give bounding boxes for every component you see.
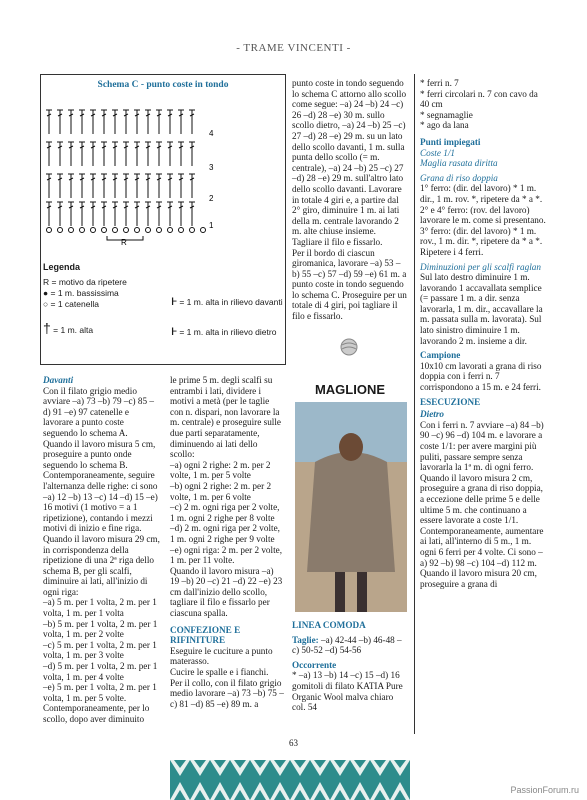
legend-slip-stitch: ● = 1 m. bassissima [43,288,119,298]
schema-c [43,80,283,255]
row-number: 1 [209,221,214,230]
legend [43,262,283,357]
repeat-label: R [121,238,127,247]
yarn-ball-icon [340,338,358,361]
filled-dot-icon: ● [43,288,49,298]
column-confezione [170,375,284,709]
taglie-label: Taglie: [292,634,319,645]
legend-double-crochet: † = 1 m. alta [43,320,94,336]
list-item: * ferri circolari n. 7 con cavo da 40 cm [420,88,538,110]
grana-row: 1° ferro: (dir. del lavoro) * 1 m. dir., 1 m. rov. *, ripetere da * a *. [420,183,543,204]
grana-row: Ripetere i 4 ferri. [420,246,484,257]
grana-row: 2° e 4° ferro: (rov. del lavoro) lavorare le m. come si presentano. [420,204,546,226]
esecuzione-heading: ESECUZIONE [420,396,481,407]
dietro-label: Dietro [420,409,444,420]
campione-heading: Campione [420,350,461,361]
paragraph: –c) 5 m. per 1 volta, 2 m. per 1 volta, 1 m. per 3 volte [43,639,157,661]
paragraph: Cucire le spalle e i fianchi. [170,667,269,678]
grana-row: 3° ferro: (dir. del lavoro) * 1 m. rov., 1 m. dir. *, ripetere da * a *. [420,225,543,247]
column-maglione-info [292,620,408,713]
page-number: 63 [289,738,298,748]
watermark: PassionForum.ru [510,785,579,795]
paragraph: le prime 5 m. degli scalfi su entrambi i lati, dividere i motivi a metà (per le taglie con n. dispari, non lavorare la m. centrale) e proseguire sulle due parti separatamente, diminuendo ai lati dello scollo: [170,375,281,460]
paragraph: –e) ogni riga: 2 m. per 2 volte, 1 m. per 11 volte. [170,544,283,566]
row-number: 4 [209,129,214,138]
back-post-icon: ⱶ [171,322,177,338]
column-collo [292,78,408,322]
paragraph: Quando il lavoro misura 5 cm, proseguire a punto onde seguendo lo schema B. [43,438,156,470]
right-rule [414,74,415,734]
paragraph: –a) 5 m. per 1 volta, 2 m. per 1 volta, 1 m. per 1 volta [43,597,157,619]
row-number: 2 [209,194,214,203]
dietro-text: Quando il lavoro misura 2 cm, proseguire a grana di riso doppia, a eccezione delle prime 5 e delle ultime 5 m. che continuano a essere lavorate a coste 1/1. Contemporaneamente, aumentare ai lati, all'interno di 5 m., 1 m. ogni 6 ferri per 4 volte. Ci sono –a) 92 –b) 98 –c) 104 –d) 112 m. [420,472,544,568]
davanti-heading: Davanti [43,375,74,385]
paragraph: punto coste in tondo seguendo lo schema C attorno allo scollo come segue: –a) 24 –b) 24 –c) 26 –d) 28 –e) 30 m. sullo scollo dietro, –a) 24 –b) 25 –c) 27 –d) 28 –e) 29 m. su un lato dello scollo davanti, 1 m. sulla punta dello scollo (= m. centrale), –a) 24 –b) 25 –c) 27 –d) 28 –e) 29 m. sull'altro lato dello scollo davanti. Lavorare in totale 4 giri e, a partire dal 2° giro, diminuire 1 m. ai lati della m. centrale lavorando 2 m. alte chiuse insieme. Tagliare il filo e fissarlo. [292,78,407,247]
paragraph: Con il filato grigio medio avviare –a) 73 –b) 79 –c) 85 –d) 91 –e) 97 catenelle e lavorare a punto coste seguendo lo schema A. [43,385,154,438]
row-number: 3 [209,163,214,172]
running-header: - TRAME VINCENTI - [236,42,351,54]
knit-pattern-icon [170,760,410,800]
paragraph: –d) 5 m. per 1 volta, 2 m. per 1 volta, 1 m. per 4 volte [43,661,158,682]
punti-heading: Punti impiegati [420,136,481,147]
column-esecuzione [420,78,546,589]
legend-title: Legenda [43,262,81,272]
legend-chain: ○ = 1 catenella [43,299,99,309]
paragraph: Quando il lavoro misura 29 cm, in corrispondenza della ripetizione di una 2ª riga dello schema B, per gli scalfi, diminuire ai lati, all'inizio di ogni riga: [43,533,160,597]
schema-chart-icon [43,90,283,250]
confezione-heading: CONFEZIONE E RIFINITURE [170,624,241,646]
subtitle: LINEA COMODA [292,620,366,630]
paragraph: –a) ogni 2 righe: 2 m. per 2 volte, 1 m. per 5 volte [170,459,271,481]
dim-text: Sul lato destro diminuire 1 m. lavorando 1 accavallata semplice (= passare 1 m. a dir. senza lavorarla, 1 m. dir., accavallare la m. passata sulla m. lavorata). Sul lato sinistro diminuire 1 m. lavorando 2 m. insieme a dir. [420,272,543,346]
paragraph: –b) ogni 2 righe: 2 m. per 2 volte, 1 m. per 6 volte [170,480,272,502]
top-rule [40,74,285,75]
paragraph: Per il bordo di ciascun giromanica, lavorare –a) 53 –b) 55 –c) 57 –d) 59 –e) 61 m. a punto coste in tondo seguendo lo schema C. Proseguire per un totale di 4 giri, poi tagliare il filo e fissarlo. [292,247,407,322]
legend-repeat: R = motivo da ripetere [43,277,127,287]
paragraph: –b) 5 m. per 1 volta, 2 m. per 1 volta, 1 m. per 2 volte [43,618,158,640]
schema-title: Schema C - punto coste in tondo [97,80,229,90]
paragraph: Contemporaneamente, per lo scollo, dopo aver diminuito [43,703,150,724]
tee-icon: † [43,320,51,336]
occorrente-text: * –a) 13 –b) 14 –c) 15 –d) 16 gomitoli di filato KATIA Pure Organic Wool malva chiaro col. 54 [292,670,403,713]
coste-label: Coste 1/1 [420,147,455,158]
list-item: * segnamaglie [420,109,473,120]
left-rule [40,74,41,364]
article-title: MAGLIONE [314,382,386,397]
taglie-value: –a) 42-44 –b) 46-48 –c) 50-52 –d) 54-56 [292,634,402,656]
mid-rule [285,74,286,364]
dietro-text: Quando il lavoro misura 20 cm, proseguire a grana di [420,568,537,589]
occorrente-label: Occorrente [292,659,337,670]
campione-text: 10x10 cm lavorati a grana di riso doppia con i ferri n. 7 corrispondono a 15 m. e 24 ferri. [420,360,542,393]
list-item: * ferri n. 7 [420,78,459,88]
dietro-text: Con i ferri n. 7 avviare –a) 84 –b) 90 –c) 96 –d) 104 m. e lavorare a coste 1/1: per avere margini più puliti, passare sempre senza lavorarla la 1ª m. di ogni ferro. [420,419,544,473]
paragraph: Eseguire le cuciture a punto materasso. [170,645,273,667]
dim-label: Diminuzioni per gli scalfi raglan [420,261,541,272]
paragraph: –d) 2 m. ogni riga per 2 volte, 1 m. ogni 2 righe per 9 volte [170,523,280,544]
paragraph: –e) 5 m. per 1 volta, 2 m. per 1 volta, 1 m. per 5 volte. [43,682,157,703]
grana-label: Grana di riso doppia [420,172,498,183]
list-item: * ago da lana [420,120,469,131]
paragraph: Contemporaneamente, seguire l'alternanza delle righe: ci sono –a) 12 –b) 13 –c) 14 –d) 15 –e) 16 motivi (1 motivo = a 1 ripetizione), contando i mezzi motivi di inizio e fine riga. [43,470,158,534]
maglia-label: Maglia rasata diritta [420,158,498,169]
front-post-icon: ⱶ [171,292,177,308]
legend-front-post: ⱶ = 1 m. alta in rilievo davanti [171,292,283,308]
legend-back-post: ⱶ = 1 m. alta in rilievo dietro [171,322,277,338]
paragraph: –c) 2 m. ogni riga per 2 volte, 1 m. ogni 2 righe per 8 volte [170,502,280,523]
column-davanti [43,375,160,725]
open-dot-icon: ○ [43,299,49,309]
paragraph: Quando il lavoro misura –a) 19 –b) 20 –c) 21 –d) 22 –e) 23 cm dall'inizio dello scollo, tagliare il filo e fissarlo per ciascuna spalla. [170,565,283,619]
paragraph: Per il collo, con il filato grigio medio lavorare –a) 73 –b) 75 –c) 81 –d) 85 –e) 89 m. a [170,677,284,709]
sweater-photo [295,402,407,612]
bottom-rule [40,364,286,365]
